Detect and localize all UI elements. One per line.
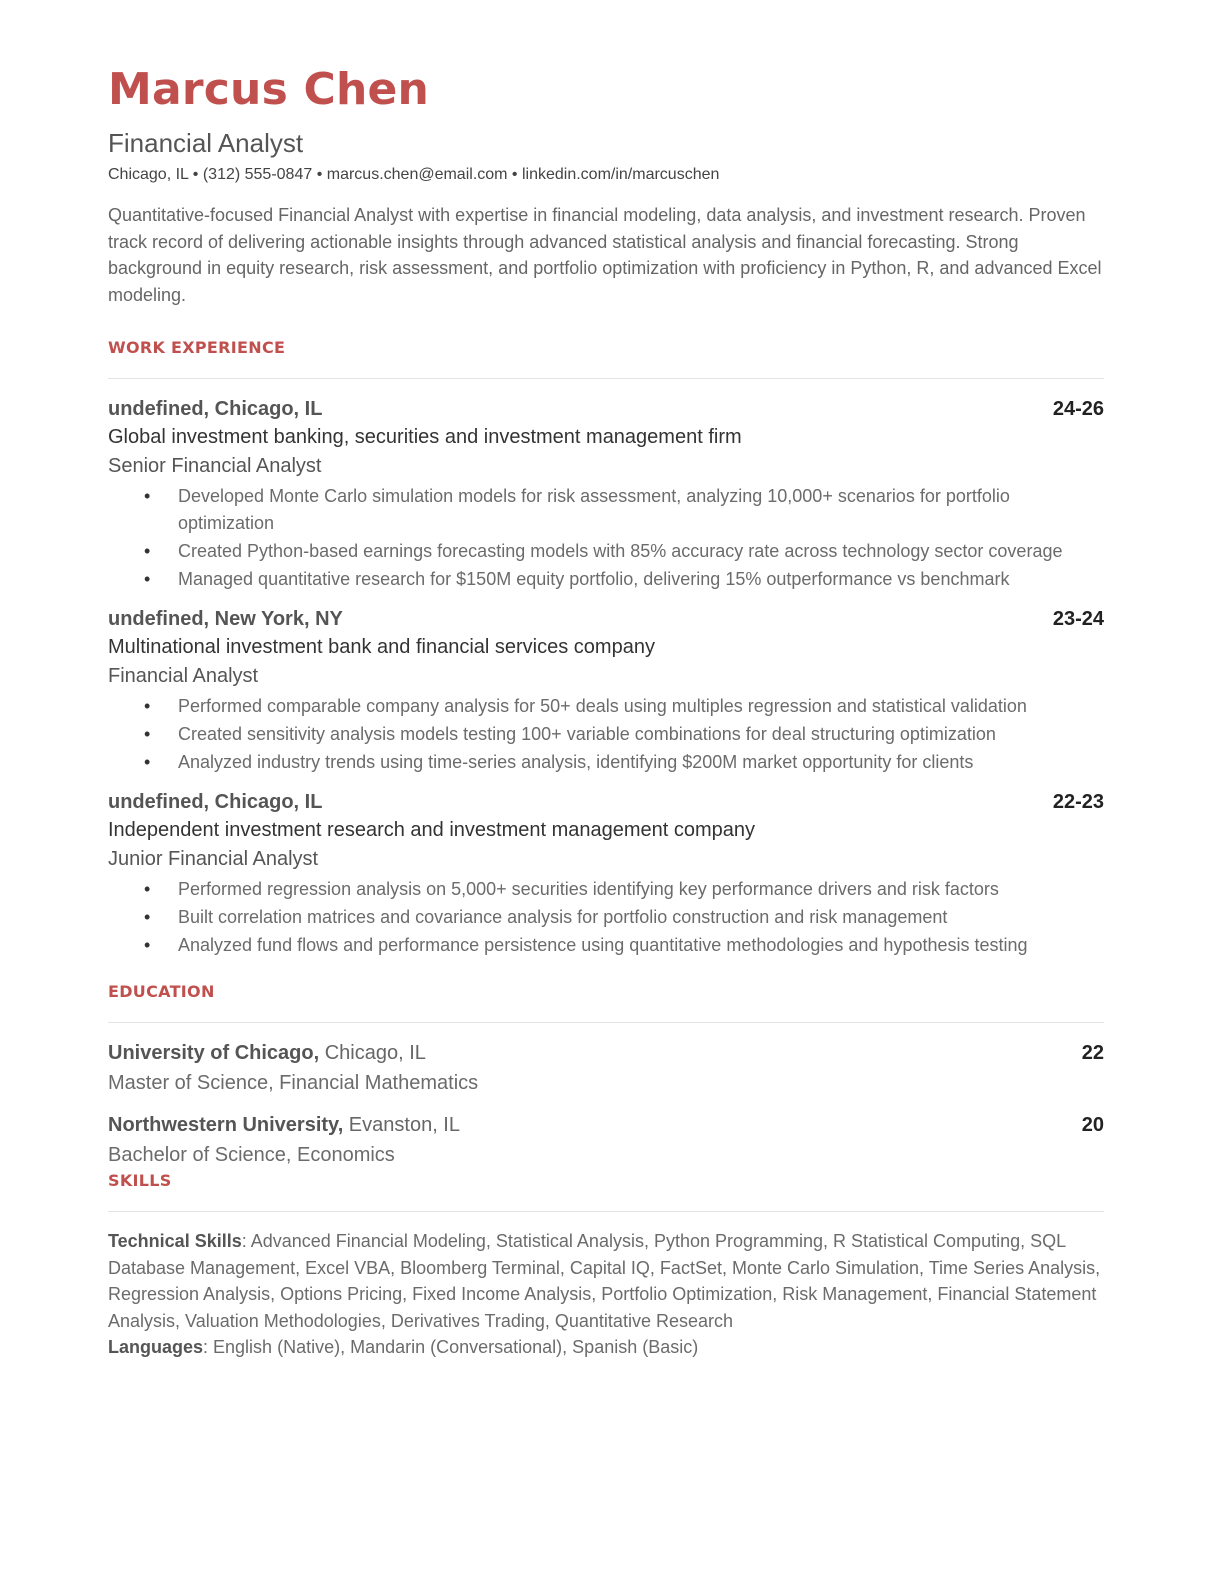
education-degree: Master of Science, Financial Mathematics [108,1072,479,1094]
education-location: Chicago, IL [319,1042,426,1064]
job-bullet: • Built correlation matrices and covariance analysis for portfolio construction and risk management [178,904,1104,931]
languages-list: : English (Native), Mandarin (Conversational), Spanish (Basic) [203,1337,699,1357]
job-company: undefined, Chicago, IL [108,791,323,813]
resume-header [108,62,1104,186]
education-entry [108,1111,1104,1170]
job-bullet: • Managed quantitative research for $150M equity portfolio, delivering 15% outperformance vs benchmark [178,566,1104,593]
education-school: University of Chicago, [108,1042,320,1064]
candidate-title: Financial Analyst [108,128,304,158]
education-school-line [108,1111,460,1141]
technical-skills [108,1228,1104,1334]
education-section [108,981,1104,1170]
job-bullet: • Developed Monte Carlo simulation models for risk assessment, analyzing 10,000+ scenarios for portfolio optimization [178,483,1104,537]
job-entry [108,395,1104,593]
job-header [108,605,1104,633]
education-entry [108,1039,1104,1098]
job-company-description: Global investment banking, securities and investment management firm [108,426,742,448]
section-divider [108,1022,1104,1023]
education-header [108,1039,1104,1069]
job-dates: 23-24 [1052,608,1104,630]
job-bullet: • Created sensitivity analysis models testing 100+ variable combinations for deal structuring optimization [178,721,1104,748]
job-header [108,788,1104,816]
job-bullet: • Performed regression analysis on 5,000+ securities identifying key performance drivers and risk factors [178,876,1104,903]
section-heading-work-experience: WORK EXPERIENCE [108,338,286,357]
job-bullet: • Analyzed fund flows and performance persistence using quantitative methodologies and hypothesis testing [178,932,1104,959]
languages [108,1334,1104,1361]
job-bullets [108,483,1104,593]
languages-label: Languages [108,1337,204,1357]
job-bullet: • Analyzed industry trends using time-series analysis, identifying $200M market opportunity for clients [178,749,1104,776]
education-year: 22 [1081,1042,1104,1064]
technical-skills-label: Technical Skills [108,1231,242,1251]
technical-skills-list: : Advanced Financial Modeling, Statistical Analysis, Python Programming, R Statistical Computing, SQL Database Management, Excel VBA, Bloomberg Terminal, Capital IQ, FactSet, Monte Carlo Simulation, Time Series Analysis, Regression Analysis, Options Pricing, Fixed Income Analysis, Portfolio Optimization, Risk Management, Financial Statement Analysis, Valuation Methodologies, Derivatives Trading, Quantitative Research [108,1231,1101,1331]
job-role: Financial Analyst [108,665,259,687]
job-bullet: • Created Python-based earnings forecasting models with 85% accuracy rate across technology sector coverage [178,538,1104,565]
professional-summary: Quantitative-focused Financial Analyst with expertise in financial modeling, data analysis, and investment research. Proven track record of delivering actionable insights through advanced statistical analysis and financial forecasting. Strong background in equity research, risk assessment, and portfolio optimization with proficiency in Python, R, and advanced Excel modeling. [108,205,1102,305]
job-bullet: • Performed comparable company analysis for 50+ deals using multiples regression and statistical validation [178,693,1104,720]
education-school: Northwestern University, [108,1114,344,1136]
section-heading-skills: SKILLS [108,1171,172,1190]
job-dates: 22-23 [1052,791,1104,813]
job-role: Junior Financial Analyst [108,848,319,870]
job-bullets [108,876,1104,959]
education-degree: Bachelor of Science, Economics [108,1144,395,1166]
candidate-name: Marcus Chen [108,64,430,115]
education-school-line [108,1039,426,1069]
section-divider [108,1211,1104,1212]
education-header [108,1111,1104,1141]
job-company: undefined, New York, NY [108,608,343,630]
work-experience-section [108,337,1104,959]
job-dates: 24-26 [1052,398,1104,420]
job-entry [108,605,1104,776]
job-role: Senior Financial Analyst [108,455,322,477]
job-header [108,395,1104,423]
education-location: Evanston, IL [343,1114,460,1136]
job-entry [108,788,1104,959]
job-bullets [108,693,1104,776]
section-heading-education: EDUCATION [108,982,215,1001]
job-company-description: Independent investment research and investment management company [108,819,756,841]
contact-line: Chicago, IL • (312) 555-0847 • marcus.chen@email.com • linkedin.com/in/marcuschen [108,166,720,183]
section-divider [108,378,1104,379]
job-company: undefined, Chicago, IL [108,398,323,420]
education-year: 20 [1081,1114,1104,1136]
skills-section [108,1170,1104,1361]
job-company-description: Multinational investment bank and financial services company [108,636,655,658]
